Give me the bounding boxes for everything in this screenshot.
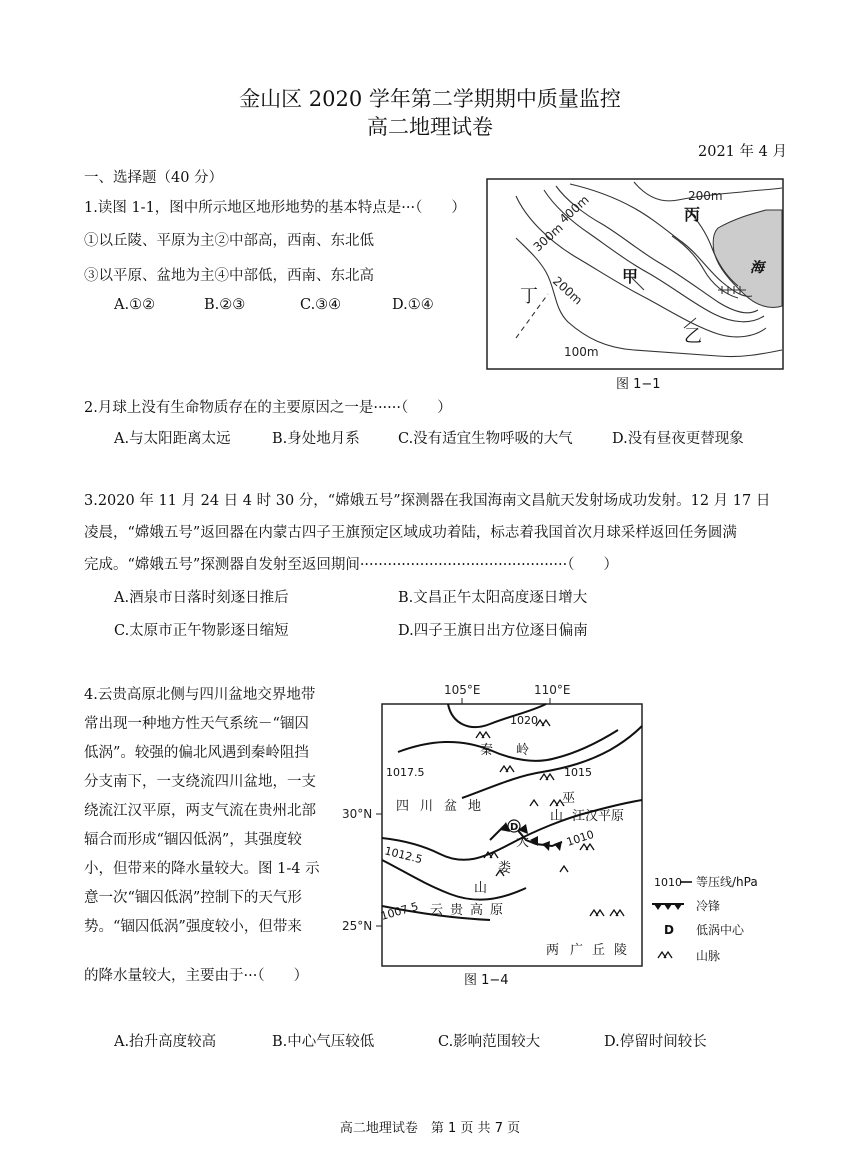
contour-label-300m: 300m <box>530 220 566 255</box>
q4-line: 低涡”。较强的偏北风遇到秦岭阻挡 <box>84 745 309 761</box>
figure-1-4-weather-map <box>340 680 790 970</box>
q1-option-a: A.①② <box>114 297 156 313</box>
lat-label-25: 25°N <box>342 919 373 933</box>
place-shan-wu: 山 <box>550 809 564 824</box>
isobar-1017-5: 1017.5 <box>386 766 425 779</box>
q3-option-a: A.酒泉市日落时刻逐日推后 <box>114 590 289 606</box>
lat-label-30: 30°N <box>342 807 373 821</box>
point-ding: 丁 <box>520 286 538 307</box>
q4-line: 势。“锢囚低涡”强度较小，但带来 <box>84 919 302 935</box>
q1-option-d: D.①④ <box>392 297 434 313</box>
place-qin: 秦 <box>480 743 494 758</box>
place-ling2: 陵 <box>614 943 628 958</box>
place-da: 大 <box>516 835 530 850</box>
q4-line: 小，但带来的降水量较大。图 1-4 示 <box>84 861 320 877</box>
q1-statement-a: ①以丘陵、平原为主②中部高，西南、东北低 <box>84 233 374 249</box>
q3-option-c: C.太原市正午物影逐日缩短 <box>114 623 289 639</box>
place-gui: 贵 <box>450 903 464 918</box>
contour-label-100m: 100m <box>564 345 599 359</box>
contour-label-200m-top: 200m <box>688 189 723 203</box>
place-liang: 两 <box>546 943 560 958</box>
figure-1-1-caption: 图 1−1 <box>616 377 661 392</box>
q4-option-b: B.中心气压较低 <box>272 1034 375 1050</box>
q2-option-b: B.身处地月系 <box>272 431 360 447</box>
place-ling: 岭 <box>516 743 530 758</box>
point-yi: 乙 <box>684 326 702 347</box>
place-gao: 高 <box>470 903 484 918</box>
q2-option-d: D.没有昼夜更替现象 <box>612 431 744 447</box>
figure-1-1-contour-map <box>486 178 784 370</box>
contour-label-200m: 200m <box>549 273 586 308</box>
low-center-marker: D <box>510 822 519 833</box>
q4-line: 分支南下，一支绕流四川盆地，一支 <box>84 774 316 790</box>
legend-low-center-label: 低涡中心 <box>696 923 745 937</box>
q4-option-d: D.停留时间较长 <box>604 1034 707 1050</box>
section-heading: 一、选择题（40 分） <box>84 170 224 186</box>
q2-option-c: C.没有适宜生物呼吸的大气 <box>398 431 573 447</box>
legend-low-center-symbol: D <box>664 923 674 937</box>
contour-label-400m: 400m <box>556 192 592 227</box>
lon-label-105: 105°E <box>444 683 481 697</box>
figure-1-4-caption: 图 1−4 <box>464 973 509 988</box>
mountain-icon <box>658 952 672 958</box>
q2-option-a: A.与太阳距离太远 <box>114 431 231 447</box>
q4-option-c: C.影响范围较大 <box>438 1034 541 1050</box>
isobar-1012-5: 1012.5 <box>383 844 424 867</box>
q2-stem: 2.月球上没有生命物质存在的主要原因之一是······（ ） <box>84 400 452 416</box>
page-footer: 高二地理试卷 第 1 页 共 7 页 <box>339 1121 521 1136</box>
q1-stem: 1.读图 1-1，图中所示地区地形地势的基本特点是···（ ） <box>84 200 466 216</box>
place-chuan: 川 <box>420 799 434 814</box>
lon-label-110: 110°E <box>534 683 571 697</box>
q1-option-c: C.③④ <box>300 297 342 313</box>
place-yuan: 原 <box>490 903 504 918</box>
q1-statement-b: ③以平原、盆地为主④中部低，西南、东北高 <box>84 268 374 284</box>
place-si: 四 <box>396 799 410 814</box>
isobar-1007-5: 1007.5 <box>379 899 420 923</box>
legend-isobar-label: 等压线/hPa <box>696 875 758 889</box>
q3-line-2: 凌晨，“嫦娥五号”返回器在内蒙古四子王旗预定区域成功着陆，标志着我国首次月球采样返回任务圆满 <box>84 525 737 541</box>
isobar-1015: 1015 <box>564 766 592 779</box>
exam-title: 金山区 2020 学年第二学期期中质量监控 <box>239 87 621 111</box>
q4-line: 辐合而形成“锢囚低涡”，其强度较 <box>84 832 302 848</box>
place-guang: 广 <box>570 943 584 958</box>
legend-cold-front-label: 冷锋 <box>696 899 721 913</box>
place-pen: 盆 <box>444 799 458 814</box>
q3-option-b: B.文昌正午太阳高度逐日增大 <box>398 590 588 606</box>
place-lou: 娄 <box>498 861 512 876</box>
place-jianghan-plain: 江汉平原 <box>572 809 625 824</box>
place-yun: 云 <box>430 903 444 918</box>
sea-label: 海 <box>750 260 764 276</box>
exam-date: 2021 年 4 月 <box>698 144 787 160</box>
legend-mountain-label: 山脉 <box>696 949 721 963</box>
exam-subtitle: 高二地理试卷 <box>367 115 493 139</box>
point-bing: 丙 <box>684 205 701 224</box>
q4-line: 绕流江汉平原，两支气流在贵州北部 <box>84 803 316 819</box>
isobar-1020: 1020 <box>510 714 538 727</box>
isobar-1010: 1010 <box>564 827 596 849</box>
place-qiu: 丘 <box>592 943 606 958</box>
cold-front-icon <box>654 904 682 910</box>
q4-line: 常出现一种地方性天气系统－“锢囚 <box>84 716 309 732</box>
legend-isobar-symbol: 1010 <box>654 876 682 889</box>
q1-option-b: B.②③ <box>204 297 246 313</box>
q4-line: 意一次“锢囚低涡”控制下的天气形 <box>84 890 302 906</box>
place-di: 地 <box>468 799 482 814</box>
q3-line-1: 3.2020 年 11 月 24 日 4 时 30 分，“嫦娥五号”探测器在我国海南文昌航天发射场成功发射。12 月 17 日 <box>84 493 771 509</box>
map-legend <box>652 874 758 963</box>
q4-line: 4.云贵高原北侧与四川盆地交界地带 <box>84 687 316 703</box>
point-jia: 甲 <box>622 267 639 286</box>
q4-line: 的降水量较大，主要由于···（ ） <box>84 968 309 984</box>
place-wu: 巫 <box>562 791 576 806</box>
q4-option-a: A.抬升高度较高 <box>114 1034 217 1050</box>
q3-line-3: 完成。“嫦娥五号”探测器自发射至返回期间·············································（ ） <box>84 557 618 573</box>
place-shan-lou: 山 <box>474 881 488 896</box>
q3-option-d: D.四子王旗日出方位逐日偏南 <box>398 623 588 639</box>
